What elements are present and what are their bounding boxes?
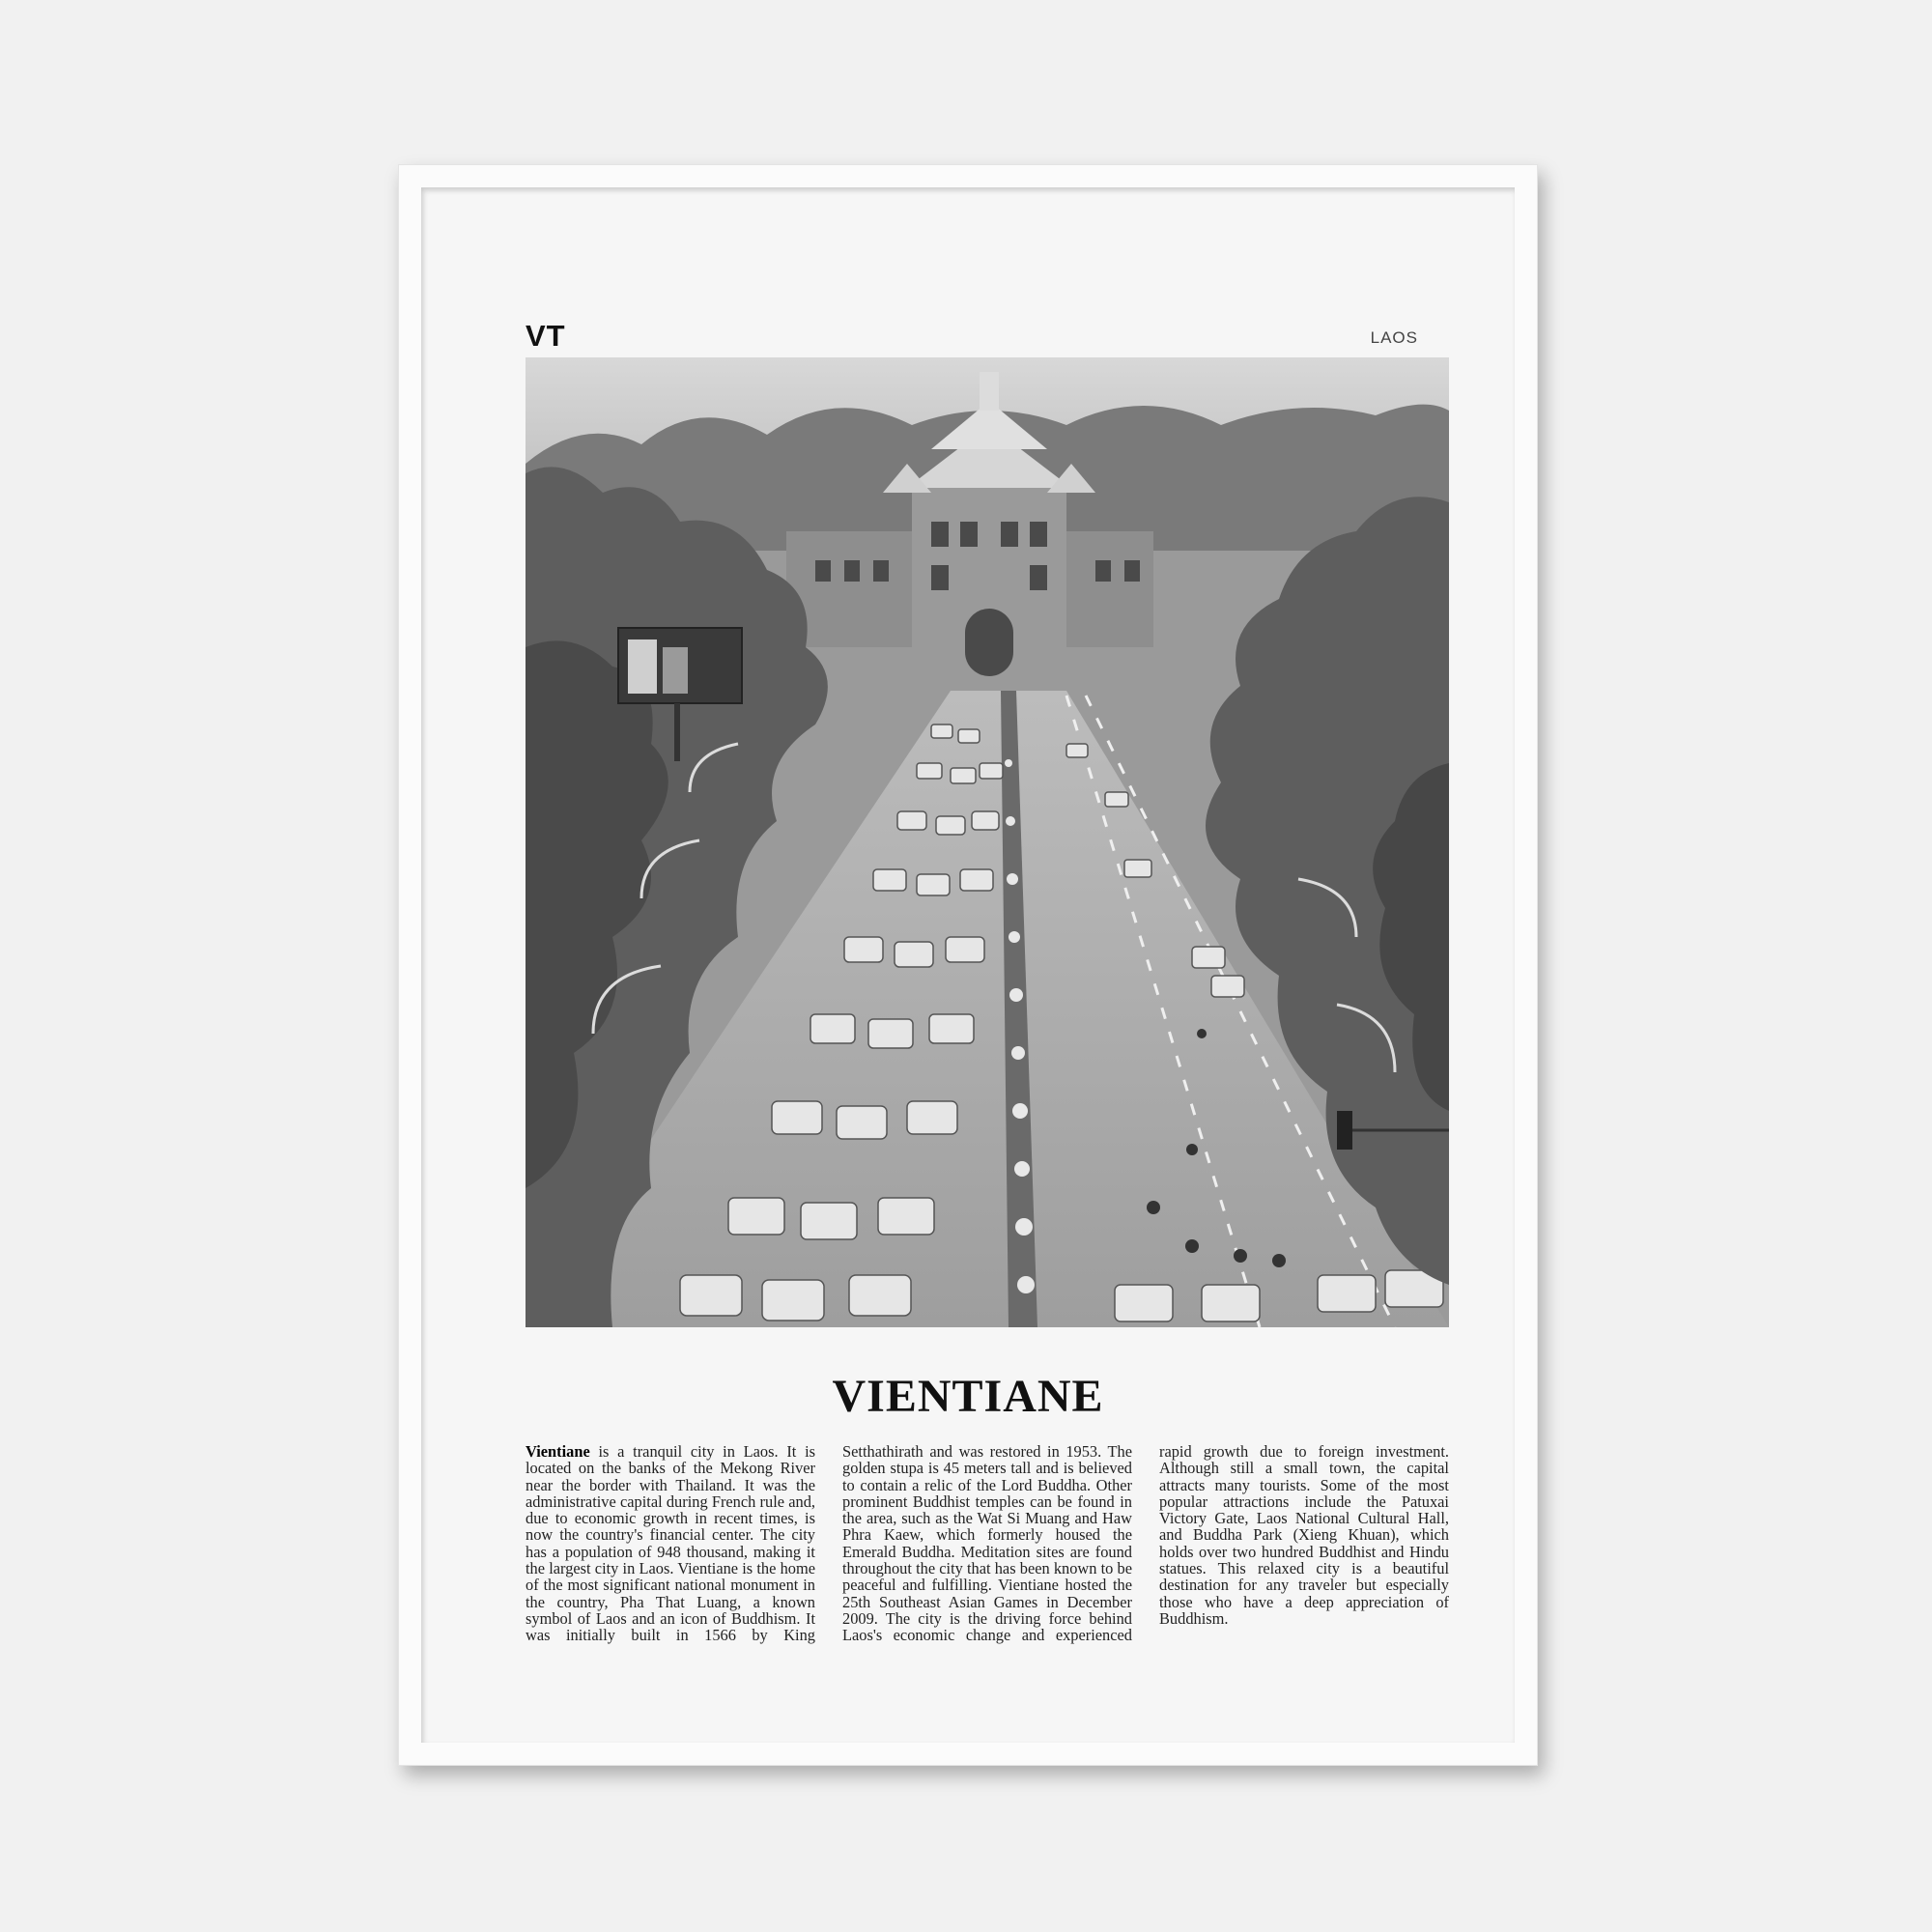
- city-photo: [526, 357, 1449, 1327]
- description-lead: Vientiane: [526, 1442, 590, 1461]
- poster-frame: [398, 164, 1538, 1766]
- street-scene-illustration: [526, 357, 1449, 1327]
- country-label: LAOS: [1370, 328, 1418, 347]
- city-code: VT: [526, 319, 566, 353]
- poster-title: VIENTIANE: [832, 1371, 1104, 1422]
- poster-mat: [421, 187, 1515, 1743]
- description-body: is a tranquil city in Laos. It is located on the banks of the Mekong River near the border with Thailand. It was the administrative capital during French rule and, due to economic growth in recent times, is now the country's financial center. The city has a population of 948 thousand, making it the largest city in Laos. Vientiane is the home of the most significant national monument in the country, Pha That Luang, a known symbol of Laos and an icon of Buddhism. It was initially built in 1566 by King Setthathirath and was restored in 1953. The golden stupa is 45 meters tall and is believed to contain a relic of the Lord Buddha. Other prominent Buddhist temples can be found in the area, such as the Wat Si Muang and Haw Phra Kaew, which formerly housed the Emerald Buddha. Meditation sites are found throughout the city that has been known to be peaceful and fulfilling. Vientiane hosted the 25th Southeast Asian Games in December 2009. The city is the driving force behind Laos's economic change and experienced rapid growth due to foreign investment. Although still a small town, the capital attracts many tourists. Some of the most popular attractions include the Patuxai Victory Gate, Laos National Cultural Hall, and Buddha Park (Xieng Khuan), which holds over two hundred Buddhist and Hindu statues. This relaxed city is a beautiful destination for any traveler but especially those who have a deep appreciation of Buddhism.: [526, 1442, 1449, 1645]
- poster-description: [526, 1443, 1449, 1644]
